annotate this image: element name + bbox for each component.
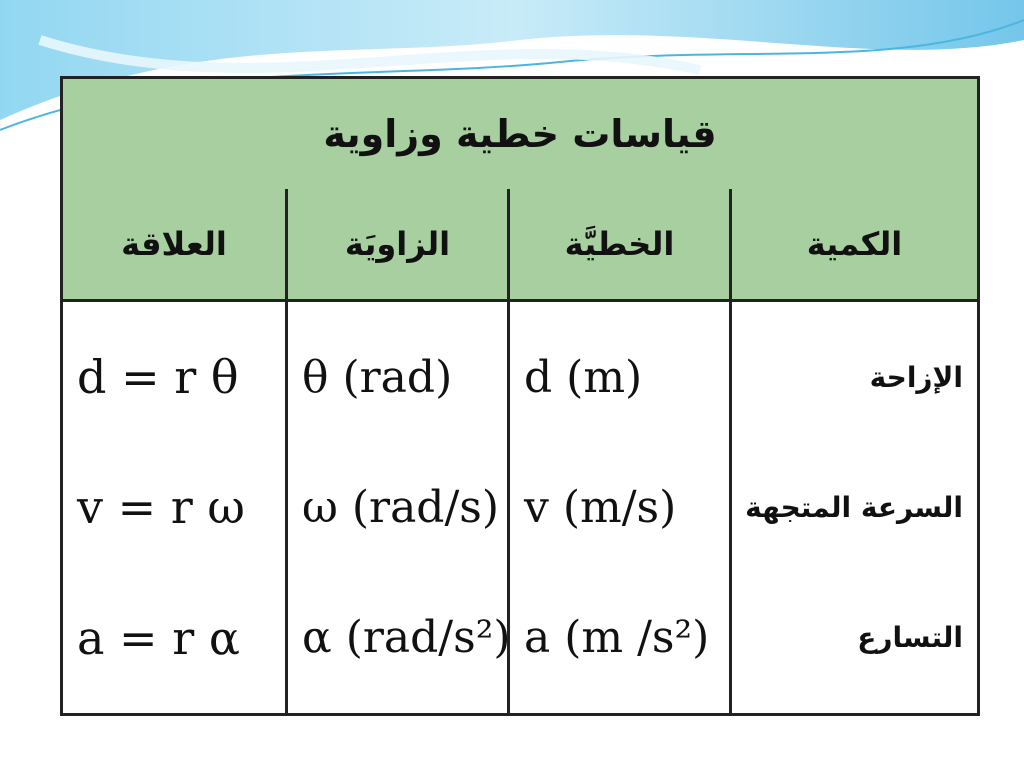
header-angular: الزاويَة: [285, 189, 507, 302]
quantity-cell: التسارع: [857, 621, 963, 655]
column-angular: [285, 302, 511, 713]
column-quantity: [729, 302, 977, 713]
header-linear: الخطيَّة: [507, 189, 729, 302]
linear-cell: a (m /s²): [524, 612, 710, 664]
header-quantity: الكمية: [729, 189, 977, 302]
relation-cell: v = r ω: [77, 480, 245, 535]
linear-cell: d (m): [524, 351, 643, 403]
table-title: قياسات خطية وزاوية: [63, 79, 977, 192]
angular-cell: θ (rad): [302, 351, 453, 403]
header-relation: العلاقة: [63, 189, 285, 302]
column-relation: [63, 302, 285, 713]
column-linear: [507, 302, 729, 713]
quantity-cell: السرعة المتجهة: [745, 490, 963, 524]
quantity-cell: الإزاحة: [869, 360, 963, 394]
measurements-table: [60, 76, 980, 716]
angular-cell: α (rad/s²): [302, 612, 511, 664]
angular-cell: ω (rad/s): [302, 481, 500, 533]
relation-cell: a = r α: [77, 610, 240, 665]
table-grid: [63, 189, 977, 713]
linear-cell: v (m/s): [524, 481, 677, 533]
relation-cell: d = r θ: [77, 350, 239, 405]
